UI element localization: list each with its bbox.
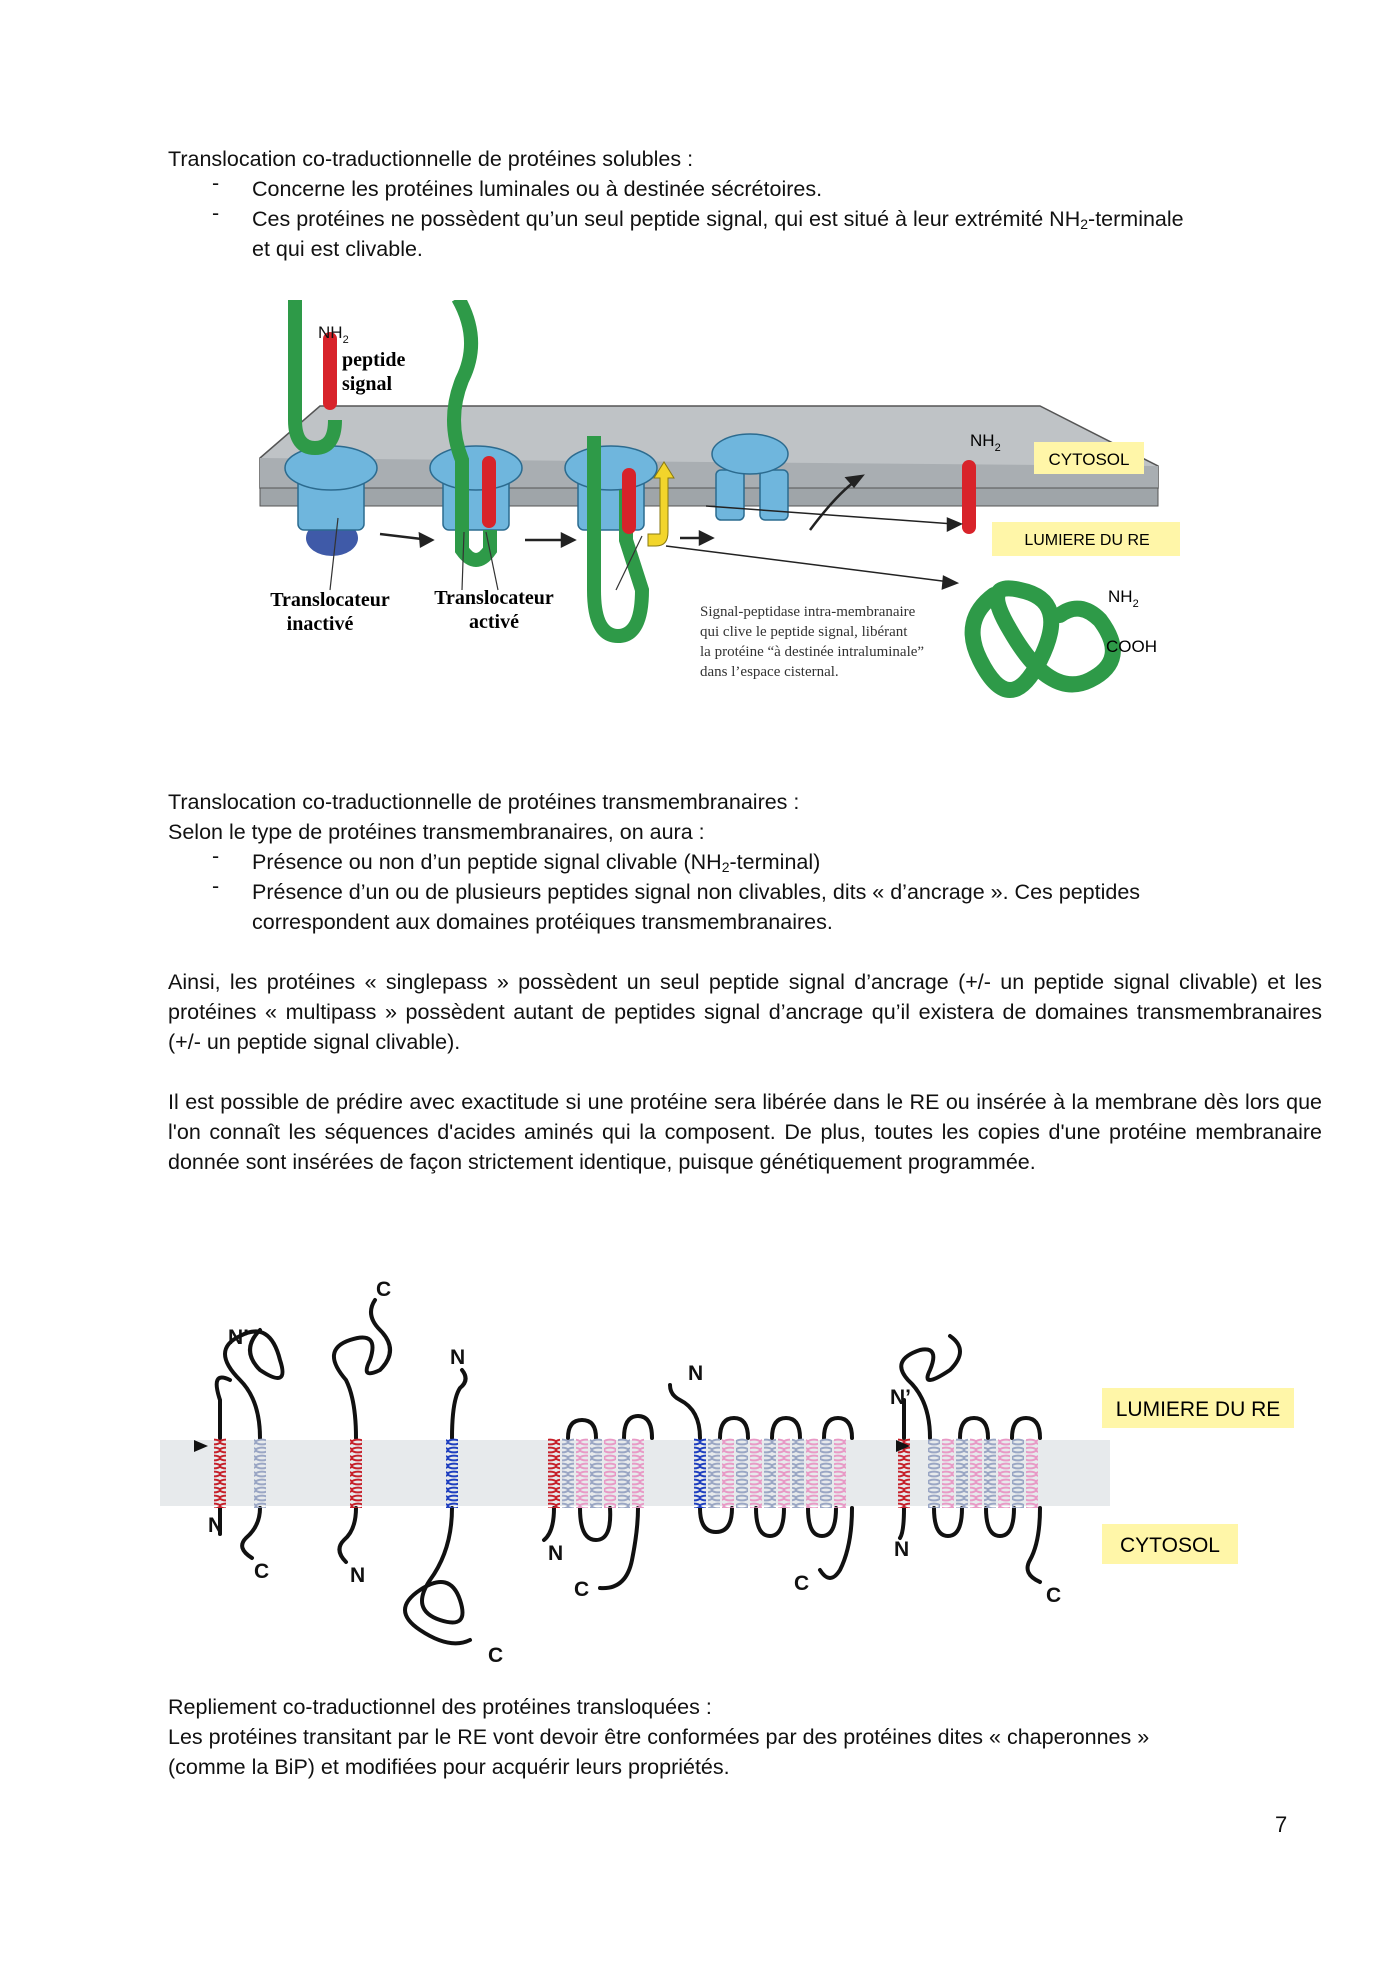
svg-text:N: N [350, 1564, 366, 1587]
peptide-signal-label: peptide [342, 349, 406, 371]
svg-text:N: N [688, 1362, 704, 1385]
svg-text:N: N [450, 1346, 466, 1369]
svg-text:N: N [548, 1542, 564, 1565]
svg-text:C: C [376, 1278, 392, 1301]
signal-peptide [622, 468, 636, 534]
paragraph: Ainsi, les protéines « singlepass » possèdent un seul peptide signal d’ancrage (+/- un peptide signal clivable) et les protéines « multipass » possèdent autant de peptides signal d’ancrage qu’il existera de domaines transmembranaires (+/- un peptide signal clivable). [168, 970, 1322, 1054]
svg-text:C: C [1046, 1584, 1062, 1607]
paragraph: Il est possible de prédire avec exactitude si une protéine sera libérée dans le RE ou insérée à la membrane dès lors que l'on connaît les séquences d'acides aminés qui la composent. De plus, toutes les copies d'une protéine membranaire donnée sont insérées de façon strictement identique, puisque génétiquement programmée. [168, 1090, 1322, 1174]
released-protein [973, 588, 1113, 690]
cooh-label: COOH [1106, 637, 1157, 656]
section-soluble-proteins [168, 144, 1322, 264]
section-heading: Translocation co-traductionnelle de protéines transmembranaires : [168, 790, 800, 814]
translocon-top [565, 446, 657, 490]
translocon-inactive-top [285, 446, 377, 490]
cytosol-label: CYTOSOL [1048, 450, 1130, 469]
signal-peptide [323, 332, 337, 410]
svg-text:N’: N’ [228, 1326, 249, 1349]
translocon-half [760, 470, 788, 520]
translocateur-active-label: Translocateur [434, 587, 554, 609]
section-folding [168, 1692, 1322, 1782]
bullet-item: - Ces protéines ne possèdent qu’un seul peptide signal, qui est situé à leur extrémité $NH_2$-terminale et qui est clivable. [212, 201, 1184, 261]
lumiere-label: LUMIERE DU RE [1024, 532, 1150, 549]
section-heading: Repliement co-traductionnel des protéines transloquées : [168, 1695, 712, 1719]
bullet-list [168, 844, 1322, 937]
signal-peptide [482, 456, 496, 528]
lumiere-label: LUMIERE DU RE [1115, 1398, 1281, 1421]
translocateur-active-label: activé [469, 611, 519, 633]
translocon-half [716, 470, 744, 520]
paragraph-line: Les protéines transitant par le RE vont devoir être conformées par des protéines dites « chaperonnes » [168, 1725, 1150, 1749]
section-intro: Selon le type de protéines transmembranaires, on aura : [168, 820, 705, 844]
translocateur-inactive-label: Translocateur [270, 589, 390, 611]
peptidase-caption: la protéine “à destinée intraluminale” [700, 644, 925, 660]
section-heading: Translocation co-traductionnelle de protéines solubles : [168, 147, 694, 171]
nh2-label: $NH_2$ [318, 323, 349, 346]
peptidase-caption: qui clive le peptide signal, libérant [700, 624, 908, 640]
cleaved-signal-peptide [962, 460, 976, 534]
translocon-top [712, 434, 788, 474]
transmembrane-topologies-figure [160, 1270, 1300, 1670]
translocation-soluble-figure [250, 300, 1180, 732]
paragraph-line: (comme la BiP) et modifiées pour acquérir leurs propriétés. [168, 1755, 730, 1779]
section-transmembrane-proteins [168, 787, 1322, 1177]
bullet-item: - Présence ou non d’un peptide signal clivable $(NH_2-terminal)$ [212, 844, 821, 875]
cytosol-label: CYTOSOL [1120, 1534, 1220, 1557]
translocon-active-top [430, 446, 522, 490]
svg-text:N: N [894, 1538, 910, 1561]
page-number: 7 [1275, 1812, 1288, 1837]
peptidase-caption: dans l’espace cisternal. [700, 664, 839, 680]
translocateur-inactive-label: inactivé [286, 613, 354, 635]
bullet-item: - Présence d’un ou de plusieurs peptides signal non clivables, dits « d’ancrage ». Ces peptides correspondent aux domaines protéiques transmembranaires. [212, 874, 1141, 934]
svg-text:C: C [794, 1572, 810, 1595]
membrane-front [260, 488, 1158, 506]
peptidase-caption: Signal-peptidase intra-membranaire [700, 604, 916, 620]
nh2-bottom-label: $NH_2$ [1108, 587, 1139, 610]
svg-text:C: C [574, 1578, 590, 1601]
svg-text:N’: N’ [890, 1386, 911, 1409]
bullet-list [168, 171, 1322, 264]
svg-text:C: C [488, 1644, 504, 1667]
svg-text:C: C [254, 1560, 270, 1583]
nh2-right-label: $NH_2$ [970, 431, 1001, 454]
svg-text:N: N [208, 1514, 224, 1537]
bullet-item: - Concerne les protéines luminales ou à destinée sécrétoires. [212, 171, 823, 201]
peptide-signal-label: signal [342, 373, 393, 395]
